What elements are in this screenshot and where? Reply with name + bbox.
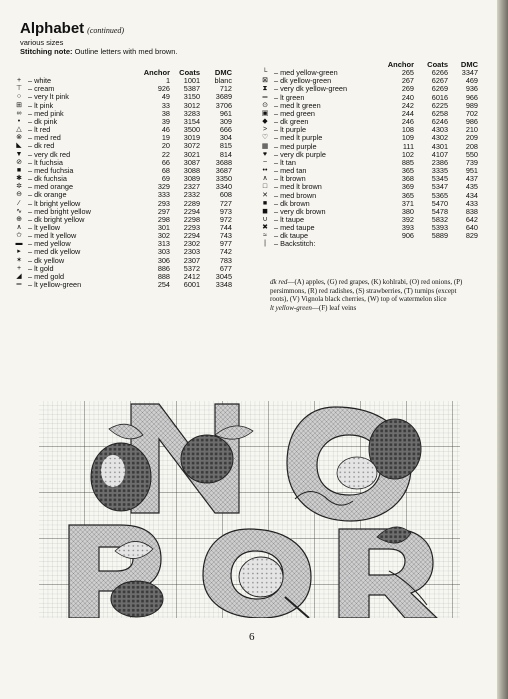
dmc-number: 783 <box>219 255 232 265</box>
dmc-number: 666 <box>219 125 232 135</box>
dmc-number: 742 <box>219 247 232 257</box>
coats-number: 2327 <box>183 182 200 192</box>
coats-number: 4301 <box>431 141 448 151</box>
coats-number: 2289 <box>183 198 200 208</box>
coats-number: 4303 <box>431 125 448 135</box>
key-symbol: △ <box>16 126 22 134</box>
fruit-center <box>337 457 377 489</box>
color-name: – med yellow <box>28 239 71 249</box>
coats-number: 5393 <box>431 223 448 233</box>
color-name: – lt pink <box>28 100 54 110</box>
dmc-number: 989 <box>465 100 478 110</box>
coats-number: 5372 <box>183 263 200 273</box>
persimmon <box>111 581 163 617</box>
coats-number: 3150 <box>183 92 200 102</box>
dmc-number: 208 <box>465 141 478 151</box>
dmc-number: 744 <box>219 222 232 232</box>
key-symbol: ⧗ <box>262 85 268 93</box>
key-symbol: ~ <box>262 158 268 166</box>
key-symbol: ▦ <box>261 142 269 150</box>
anchor-number: 368 <box>401 174 414 184</box>
coats-number: 4107 <box>431 149 448 159</box>
key-row <box>12 281 232 289</box>
coats-number: 3072 <box>183 141 200 151</box>
coats-number: 5365 <box>431 190 448 200</box>
color-name: – lt tan <box>274 157 296 167</box>
coats-header: Coats <box>179 68 200 77</box>
anchor-number: 108 <box>401 125 414 135</box>
color-name: – lt green <box>274 92 305 102</box>
dmc-number: 3340 <box>215 182 232 192</box>
key-symbol: + <box>16 264 22 272</box>
anchor-number: 888 <box>157 271 170 281</box>
coats-number: 4302 <box>431 133 448 143</box>
color-name: – med lt yellow <box>28 231 77 241</box>
anchor-number: 242 <box>401 100 414 110</box>
anchor-number: 49 <box>161 92 170 102</box>
color-name: – med purple <box>274 141 317 151</box>
color-name: – lt taupe <box>274 214 305 224</box>
key-symbol: ■ <box>262 199 268 207</box>
dmc-number: 3706 <box>215 100 232 110</box>
key-symbol: ⊘ <box>16 158 22 166</box>
anchor-number: 306 <box>157 255 170 265</box>
key-symbol: ⊕ <box>16 215 22 223</box>
dmc-header: DMC <box>214 68 232 77</box>
color-name: – med brown <box>274 190 317 200</box>
title-continued: (continued) <box>87 26 125 35</box>
color-name: – very dk red <box>28 149 71 159</box>
coats-number: 5478 <box>431 206 448 216</box>
anchor-number: 885 <box>401 157 414 167</box>
color-name: – lt red <box>28 125 51 135</box>
color-name: – dk pink <box>28 116 58 126</box>
key-symbol: ◼ <box>262 207 268 215</box>
color-name: – med pink <box>28 108 64 118</box>
sizes-note: various sizes <box>20 38 64 47</box>
coats-number: 2307 <box>183 255 200 265</box>
anchor-number: 906 <box>401 231 414 241</box>
coats-number: 2412 <box>183 271 200 281</box>
anchor-number: 371 <box>401 198 414 208</box>
color-name: – lt brown <box>274 174 306 184</box>
anchor-number: 926 <box>157 84 170 94</box>
key-header-sym <box>12 69 26 77</box>
stitching-note-text: Outline letters with med brown. <box>74 47 178 56</box>
anchor-number: 246 <box>401 117 414 127</box>
dmc-number: 209 <box>465 133 478 143</box>
dmc-number: 433 <box>465 198 478 208</box>
coats-header: Coats <box>427 60 448 69</box>
color-name: – lt bright yellow <box>28 198 81 208</box>
anchor-number: 46 <box>161 125 170 135</box>
dmc-number: 677 <box>219 263 232 273</box>
dmc-number: 972 <box>219 214 232 224</box>
key-symbol: ♥ <box>262 150 268 158</box>
key-symbol: ⊤ <box>15 85 23 93</box>
color-name: – med lt brown <box>274 182 322 192</box>
anchor-number: 66 <box>161 157 170 167</box>
key-header-sym <box>258 61 272 69</box>
anchor-number: 68 <box>161 165 170 175</box>
key-symbol: ▼ <box>15 150 23 158</box>
color-name: – dk orange <box>28 190 67 200</box>
color-name: – med fuchsia <box>28 165 74 175</box>
dmc-number: 973 <box>219 206 232 216</box>
anchor-number: 109 <box>401 133 414 143</box>
coats-number: 3087 <box>183 157 200 167</box>
color-name: – med taupe <box>274 223 315 233</box>
dmc-number: 739 <box>465 157 478 167</box>
dmc-number: 986 <box>465 117 478 127</box>
key-symbol: + <box>16 77 22 85</box>
color-name: – med lt green <box>274 100 321 110</box>
coats-number: 2302 <box>183 239 200 249</box>
coats-number: 2303 <box>183 247 200 257</box>
color-name: – lt gold <box>28 263 54 273</box>
dmc-number <box>448 240 478 248</box>
key-symbol: ✩ <box>16 232 22 240</box>
coats-number: 3089 <box>183 174 200 184</box>
anchor-number: 111 <box>402 141 414 151</box>
key-symbol: | <box>264 240 266 248</box>
dmc-number: 3348 <box>215 280 232 290</box>
color-name: – dk red <box>28 141 55 151</box>
dmc-number: 608 <box>219 190 232 200</box>
dmc-number: 936 <box>465 84 478 94</box>
key-symbol: ═ <box>262 93 268 101</box>
anchor-number: 365 <box>401 190 414 200</box>
key-symbol: • <box>17 117 21 125</box>
dmc-number: 642 <box>465 214 478 224</box>
key-symbol: •• <box>262 167 268 175</box>
coats-number: 5345 <box>431 174 448 184</box>
key-symbol: ✖ <box>262 224 268 232</box>
key-symbol: ∧ <box>262 175 268 183</box>
coats-number: 6269 <box>431 84 448 94</box>
anchor-number: 269 <box>401 84 414 94</box>
key-symbol: ◆ <box>262 118 268 126</box>
backstitch-dk-red-label: dk red <box>270 278 288 286</box>
backstitch-dk-red <box>270 278 475 304</box>
color-name: – dk yellow <box>28 255 65 265</box>
anchor-number: 369 <box>401 182 414 192</box>
backstitch-dk-red-text: —(A) apples, (G) red grapes, (K) kohlrabi, (O) red onions, (P) persimmons, (R) red radishes, (S) strawberries, (T) turnips (except roots), (V) Vignola black cherries, (W) top of watermelon slice <box>270 278 463 304</box>
coats-number: 5387 <box>183 84 200 94</box>
anchor-number: 303 <box>157 247 170 257</box>
anchor-number: 265 <box>401 68 414 78</box>
dmc-number: 3687 <box>215 165 232 175</box>
dmc-number: 727 <box>219 198 232 208</box>
coats-number: 5470 <box>431 198 448 208</box>
anchor-number: 293 <box>157 198 170 208</box>
dmc-number: 3689 <box>215 92 232 102</box>
color-name: – dk bright yellow <box>28 214 85 224</box>
key-symbol: ∿ <box>16 207 22 215</box>
anchor-number: 297 <box>157 206 170 216</box>
color-name: – med dk yellow <box>28 247 81 257</box>
key-symbol: ∞ <box>16 109 22 117</box>
coats-number: 3500 <box>183 125 200 135</box>
key-symbol: □ <box>262 183 268 191</box>
dmc-number: 712 <box>219 84 232 94</box>
color-key-left <box>12 69 232 289</box>
color-name: – very dk yellow-green <box>274 84 348 94</box>
dmc-number: 3045 <box>215 271 232 281</box>
coats-number: 5832 <box>431 214 448 224</box>
coats-number: 6266 <box>431 68 448 78</box>
key-symbol: ✕ <box>262 191 268 199</box>
anchor-number: 19 <box>161 133 170 143</box>
dmc-number: 3350 <box>215 174 232 184</box>
color-name: – dk brown <box>274 198 310 208</box>
dmc-number: 469 <box>465 76 478 86</box>
anchor-number: 38 <box>161 108 170 118</box>
color-name: – med lt purple <box>274 133 323 143</box>
key-symbol: ▸ <box>17 248 21 256</box>
key-symbol: ✲ <box>16 183 22 191</box>
dmc-header: DMC <box>460 60 478 69</box>
color-name: – dk taupe <box>274 231 309 241</box>
stitching-note-label: Stitching note: <box>20 47 73 56</box>
dmc-number: 437 <box>465 174 478 184</box>
color-name: – very lt pink <box>28 92 69 102</box>
dmc-number: 434 <box>465 190 478 200</box>
backstitch-yg-label: lt yellow-green <box>270 303 312 312</box>
dmc-number: 309 <box>219 116 232 126</box>
color-name: – dk yellow-green <box>274 76 332 86</box>
anchor-number: 333 <box>157 190 170 200</box>
anchor-number: 267 <box>401 76 414 86</box>
coats-number: 2293 <box>183 222 200 232</box>
coats-number: 1001 <box>183 76 200 86</box>
dmc-number: 3688 <box>215 157 232 167</box>
motif-q-quince <box>203 529 311 618</box>
page-number: 6 <box>249 631 255 643</box>
key-symbol: ∕ <box>18 199 20 207</box>
anchor-number: 298 <box>157 214 170 224</box>
anchor-number: 886 <box>157 263 170 273</box>
coats-number: 6246 <box>431 117 448 127</box>
backstitch-yellow-green <box>270 304 475 313</box>
stitching-note <box>20 47 178 56</box>
anchor-number: 392 <box>401 214 414 224</box>
key-symbol: ∧ <box>16 223 22 231</box>
dmc-number: 743 <box>219 231 232 241</box>
key-symbol: ■ <box>16 166 22 174</box>
key-symbol: ═ <box>16 281 22 289</box>
anchor-number: 302 <box>157 231 170 241</box>
color-name: – med green <box>274 108 315 118</box>
dmc-number: 838 <box>465 206 478 216</box>
color-name: – lt yellow <box>28 222 61 232</box>
anchor-number: 1 <box>165 76 170 86</box>
dmc-number: 702 <box>465 108 478 118</box>
dmc-number: 977 <box>219 239 232 249</box>
color-name: – very dk purple <box>274 149 326 159</box>
coats-number: 5889 <box>431 231 448 241</box>
color-name: – med yellow-green <box>274 68 338 78</box>
anchor-number: 244 <box>401 108 414 118</box>
apple-right <box>181 435 233 483</box>
key-symbol: ⊞ <box>16 101 22 109</box>
color-name: – lt purple <box>274 125 307 135</box>
dmc-number: 435 <box>465 182 478 192</box>
coats-number: 3019 <box>183 133 200 143</box>
key-row <box>258 240 478 248</box>
coats-number: 2332 <box>183 190 200 200</box>
anchor-number: 329 <box>157 182 170 192</box>
cross-stitch-chart <box>39 401 460 618</box>
key-symbol: ⊖ <box>16 191 22 199</box>
color-name: – med bright yellow <box>28 206 91 216</box>
coats-number: 6001 <box>183 280 200 290</box>
anchor-number: 240 <box>401 92 414 102</box>
coats-number: 2386 <box>431 157 448 167</box>
key-symbol: ◣ <box>16 142 22 150</box>
key-symbol: ▬ <box>15 240 23 248</box>
dmc-number: 951 <box>465 166 478 176</box>
book-spine-shadow <box>497 0 508 699</box>
coats-number: 3154 <box>183 116 200 126</box>
dmc-number: 966 <box>465 92 478 102</box>
dmc-number: 814 <box>219 149 232 159</box>
anchor-number: 39 <box>161 116 170 126</box>
dmc-number: 210 <box>465 125 478 135</box>
anchor-number: 102 <box>401 149 414 159</box>
apple-left-highlight <box>101 455 125 487</box>
color-name: – white <box>28 76 52 86</box>
subtitle-block <box>20 38 178 56</box>
key-symbol: ✱ <box>16 175 22 183</box>
anchor-number: 254 <box>157 280 170 290</box>
coats-number: 6225 <box>431 100 448 110</box>
dmc-number: 304 <box>219 133 232 143</box>
color-name: – med tan <box>274 166 307 176</box>
key-symbol: ○ <box>16 93 22 101</box>
color-name: – Backstitch: <box>274 239 316 249</box>
key-symbol: └ <box>262 69 268 77</box>
color-name: – cream <box>28 84 55 94</box>
anchor-number <box>386 240 414 248</box>
backstitch-notes <box>270 278 475 312</box>
coats-number: 6258 <box>431 108 448 118</box>
coats-number: 3283 <box>183 108 200 118</box>
anchor-number: 69 <box>161 174 170 184</box>
anchor-number: 301 <box>157 222 170 232</box>
coats-number: 2294 <box>183 206 200 216</box>
key-symbol: ⊙ <box>262 101 268 109</box>
key-symbol: ≈ <box>263 232 267 240</box>
dmc-number: 829 <box>465 231 478 241</box>
anchor-number: 33 <box>161 100 170 110</box>
backstitch-yg-text: —(F) leaf veins <box>311 303 357 312</box>
color-name: – med gold <box>28 271 65 281</box>
quince-fruit <box>239 557 283 597</box>
color-name: – med red <box>28 133 61 143</box>
dmc-number: 640 <box>465 223 478 233</box>
key-symbol: ✶ <box>16 256 22 264</box>
anchor-number: 365 <box>401 166 414 176</box>
coats-number: 6016 <box>431 92 448 102</box>
motif-p-plants <box>69 525 163 618</box>
color-name: – med orange <box>28 182 74 192</box>
dmc-number: 550 <box>465 149 478 159</box>
dmc-number: 961 <box>219 108 232 118</box>
key-symbol: > <box>262 126 268 134</box>
dmc-number: 3347 <box>461 68 478 78</box>
anchor-header: Anchor <box>143 68 170 77</box>
color-key-right <box>258 61 478 249</box>
title-text: Alphabet <box>20 20 85 37</box>
anchor-number: 22 <box>161 149 170 159</box>
anchor-number: 393 <box>401 223 414 233</box>
key-symbol: ⊗ <box>16 134 22 142</box>
dmc-number: 815 <box>219 141 232 151</box>
coats-number: 3021 <box>183 149 200 159</box>
key-symbol: ⊠ <box>262 77 268 85</box>
coats-number: 2294 <box>183 231 200 241</box>
color-name: – lt yellow-green <box>28 280 82 290</box>
anchor-header: Anchor <box>387 60 414 69</box>
coats-number: 3012 <box>183 100 200 110</box>
coats-number: 3335 <box>431 166 448 176</box>
key-symbol: ♡ <box>261 134 269 142</box>
color-name: – lt fuchsia <box>28 157 63 167</box>
anchor-number: 380 <box>401 206 414 216</box>
coats-number <box>414 240 448 248</box>
key-symbol: ▣ <box>261 109 269 117</box>
key-symbol: ◢ <box>16 272 22 280</box>
color-name: – dk green <box>274 117 309 127</box>
color-name: – very dk brown <box>274 206 326 216</box>
coats-number: 3088 <box>183 165 200 175</box>
anchor-number: 313 <box>157 239 170 249</box>
key-symbol: ∪ <box>262 215 268 223</box>
coats-number: 5347 <box>431 182 448 192</box>
anchor-number: 20 <box>161 141 170 151</box>
page-title <box>20 20 124 37</box>
coats-number: 6267 <box>431 76 448 86</box>
color-name: – dk fuchsia <box>28 174 67 184</box>
coats-number: 2298 <box>183 214 200 224</box>
dmc-number: blanc <box>214 76 232 86</box>
